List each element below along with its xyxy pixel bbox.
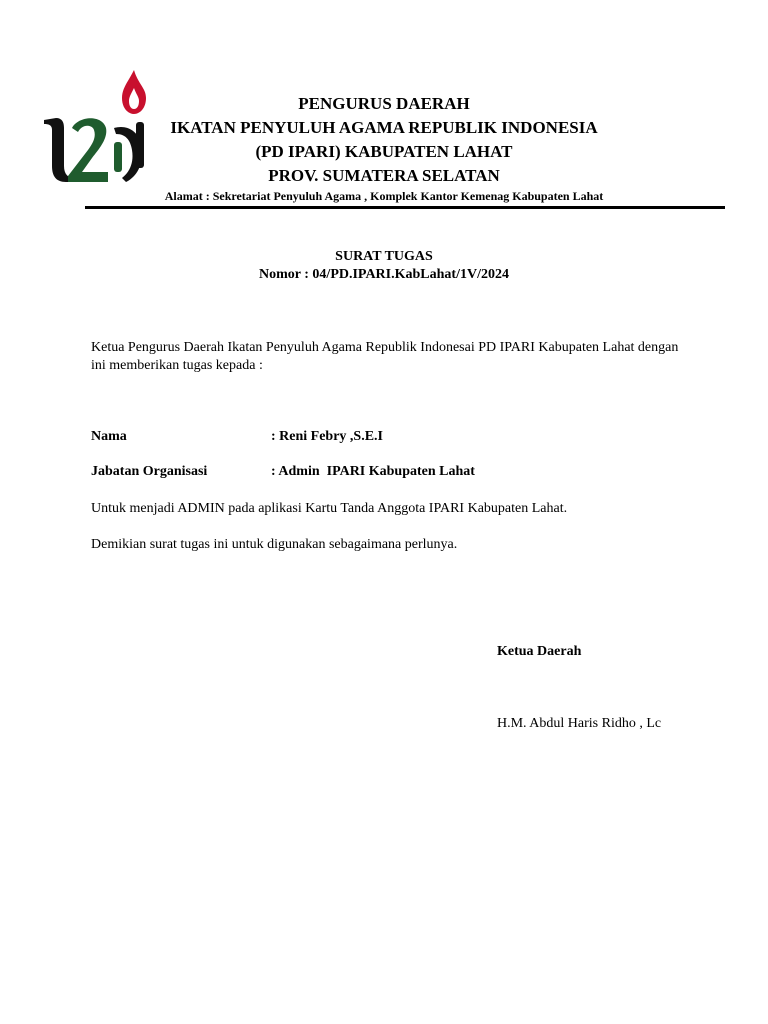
document-title: SURAT TUGAS: [335, 249, 433, 264]
jabatan-label: Jabatan Organisasi: [91, 464, 208, 479]
nama-label: Nama: [91, 429, 127, 444]
intro-paragraph: Ketua Pengurus Daerah Ikatan Penyuluh Agama Republik Indonesai PD IPARI Kabupaten Lahat dengan ini memberikan tugas kepada :: [91, 340, 679, 373]
body-paragraph-2: Demikian surat tugas ini untuk digunakan sebagaimana perlunya.: [91, 537, 458, 552]
letterhead-line-3: (PD IPARI) KABUPATEN LAHAT: [255, 142, 513, 161]
letterhead-line-2: IKATAN PENYULUH AGAMA REPUBLIK INDONESIA: [170, 118, 598, 137]
signature-title: Ketua Daerah: [497, 644, 582, 659]
letterhead-line-4: PROV. SUMATERA SELATAN: [268, 166, 500, 185]
signature-name: H.M. Abdul Haris Ridho , Lc: [497, 716, 662, 731]
document-number: Nomor : 04/PD.IPARI.KabLahat/1V/2024: [259, 267, 509, 282]
body-paragraph-1: Untuk menjadi ADMIN pada aplikasi Kartu Tanda Anggota IPARI Kabupaten Lahat.: [91, 501, 568, 516]
nama-value: : Reni Febry ,S.E.I: [271, 429, 383, 444]
jabatan-value: : Admin IPARI Kabupaten Lahat: [271, 464, 475, 479]
letterhead-line-1: PENGURUS DAERAH: [298, 94, 470, 113]
letterhead-divider: [85, 206, 725, 209]
letterhead-address: Alamat : Sekretariat Penyuluh Agama , Komplek Kantor Kemenag Kabupaten Lahat: [164, 189, 604, 203]
